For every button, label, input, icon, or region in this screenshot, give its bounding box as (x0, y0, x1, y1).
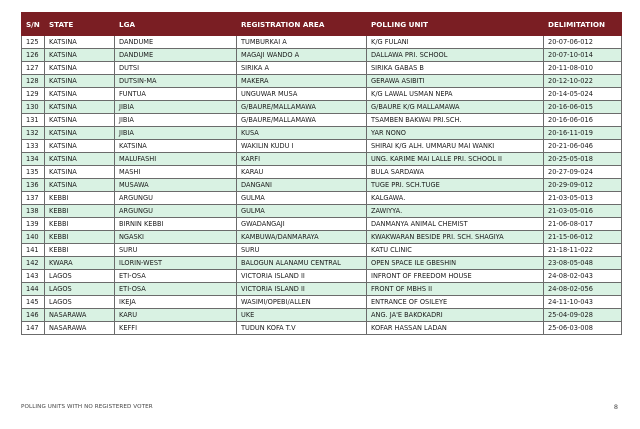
table-cell: 20-21-06-046 (544, 140, 622, 153)
table-cell: KATU CLINIC (367, 244, 544, 257)
table-cell: KWARA (45, 257, 115, 270)
table-row (22, 114, 622, 127)
table-cell: ILORIN-WEST (115, 257, 237, 270)
table-row (22, 179, 622, 192)
table-row (22, 127, 622, 140)
table-row (22, 140, 622, 153)
table-cell: JIBIA (115, 127, 237, 140)
table-cell: KEBBI (45, 192, 115, 205)
table-cell: 133 (22, 140, 45, 153)
table-cell: BULA SARDAWA (367, 166, 544, 179)
table-row (22, 166, 622, 179)
table-cell: 20-25-05-018 (544, 153, 622, 166)
table-cell: MASHI (115, 166, 237, 179)
table-cell: 129 (22, 88, 45, 101)
table-cell: MALUFASHI (115, 153, 237, 166)
table-cell: G/BAURE K/G MALLAMAWA (367, 101, 544, 114)
table-cell: DANGANI (237, 179, 367, 192)
table-cell: 132 (22, 127, 45, 140)
table-cell: 126 (22, 49, 45, 62)
table-row (22, 88, 622, 101)
table-cell: 20-29-09-012 (544, 179, 622, 192)
table-cell: KATSINA (45, 127, 115, 140)
table-cell: WASIMI/OPEBI/ALLEN (237, 296, 367, 309)
table-cell: NASARAWA (45, 309, 115, 322)
table-cell: DUTSIN-MA (115, 75, 237, 88)
table-cell: GERAWA ASIBITI (367, 75, 544, 88)
table-cell: ARGUNGU (115, 192, 237, 205)
table-cell: ARGUNGU (115, 205, 237, 218)
table-cell: MAGAJI WANDO A (237, 49, 367, 62)
table-cell: SIRIKA A (237, 62, 367, 75)
table-cell: TUMBURKAI A (237, 36, 367, 49)
column-header: LGA (115, 13, 237, 36)
table-cell: GULMA (237, 192, 367, 205)
table-cell: KWAKWARAN BESIDE PRI. SCH. SHAGIYA (367, 231, 544, 244)
table-cell: DANDUME (115, 36, 237, 49)
table-cell: 144 (22, 283, 45, 296)
table-header (22, 13, 622, 36)
table-cell: KARU (115, 309, 237, 322)
table-cell: KATSINA (45, 114, 115, 127)
table-cell: SURU (237, 244, 367, 257)
table-cell: GULMA (237, 205, 367, 218)
table-cell: 127 (22, 62, 45, 75)
table-cell: 140 (22, 231, 45, 244)
table-cell: 147 (22, 322, 45, 335)
table-cell: MUSAWA (115, 179, 237, 192)
table-cell: KEBBI (45, 244, 115, 257)
table-cell: DALLAWA PRI. SCHOOL (367, 49, 544, 62)
table-cell: 134 (22, 153, 45, 166)
table-cell: SURU (115, 244, 237, 257)
table-cell: 143 (22, 270, 45, 283)
table-cell: 141 (22, 244, 45, 257)
column-header: DELIMITATION (544, 13, 622, 36)
table-cell: BIRNIN KEBBI (115, 218, 237, 231)
table-cell: KATSINA (115, 140, 237, 153)
table-cell: SHIRAI K/G ALH. UMMARU MAI WANKI (367, 140, 544, 153)
table-cell: DANMANYA ANIMAL CHEMIST (367, 218, 544, 231)
table-cell: JIBIA (115, 114, 237, 127)
table-row (22, 322, 622, 335)
table-cell: ZAWIYYA. (367, 205, 544, 218)
table-cell: UNG. KARIME MAI LALLE PRI. SCHOOL II (367, 153, 544, 166)
table-cell: LAGOS (45, 283, 115, 296)
table-cell: 20-27-09-024 (544, 166, 622, 179)
table-cell: 20-11-08-010 (544, 62, 622, 75)
table-cell: GWADANGAJI (237, 218, 367, 231)
table-row (22, 296, 622, 309)
table-cell: KEBBI (45, 231, 115, 244)
table-cell: FRONT OF MBHS II (367, 283, 544, 296)
table-cell: KAMBUWA/DANMARAYA (237, 231, 367, 244)
table-cell: ETI-OSA (115, 283, 237, 296)
table-cell: KATSINA (45, 166, 115, 179)
column-header: STATE (45, 13, 115, 36)
table-cell: YAR NONO (367, 127, 544, 140)
table-row (22, 205, 622, 218)
table-cell: KATSINA (45, 75, 115, 88)
table-cell: OPEN SPACE ILE GBESHIN (367, 257, 544, 270)
table-cell: KEBBI (45, 205, 115, 218)
table-cell: 138 (22, 205, 45, 218)
table-cell: G/BAURE/MALLAMAWA (237, 101, 367, 114)
table-body (22, 36, 622, 335)
table-cell: UKE (237, 309, 367, 322)
table-cell: 137 (22, 192, 45, 205)
table-cell: 128 (22, 75, 45, 88)
table-cell: DANDUME (115, 49, 237, 62)
table-cell: 20-07-06-012 (544, 36, 622, 49)
table-cell: 20-14-05-024 (544, 88, 622, 101)
table-cell: 21-03-05-016 (544, 205, 622, 218)
table-cell: KOFAR HASSAN LADAN (367, 322, 544, 335)
table-cell: KATSINA (45, 62, 115, 75)
table-row (22, 36, 622, 49)
table-cell: 20-12-10-022 (544, 75, 622, 88)
table-cell: NASARAWA (45, 322, 115, 335)
table-cell: 20-07-10-014 (544, 49, 622, 62)
table-cell: KALGAWA. (367, 192, 544, 205)
table-cell: ANG. JA'E BAKOKADRI (367, 309, 544, 322)
table-cell: KATSINA (45, 101, 115, 114)
table-row (22, 101, 622, 114)
table-cell: KARFI (237, 153, 367, 166)
table-row (22, 75, 622, 88)
polling-units-table (21, 12, 622, 335)
table-cell: 25-06-03-008 (544, 322, 622, 335)
table-cell: 21-03-05-013 (544, 192, 622, 205)
table-cell: 142 (22, 257, 45, 270)
table-cell: TUGE PRI. SCH.TUGE (367, 179, 544, 192)
table-cell: K/G FULANI (367, 36, 544, 49)
table-cell: 130 (22, 101, 45, 114)
table-cell: SIRIKA GABAS B (367, 62, 544, 75)
table-cell: 21-18-11-022 (544, 244, 622, 257)
table-cell: VICTORIA ISLAND II (237, 283, 367, 296)
table-cell: 21-15-06-012 (544, 231, 622, 244)
table-cell: UNGUWAR MUSA (237, 88, 367, 101)
table-cell: 139 (22, 218, 45, 231)
table-cell: NGASKI (115, 231, 237, 244)
table-cell: KUSA (237, 127, 367, 140)
table-row (22, 231, 622, 244)
table-cell: VICTORIA ISLAND II (237, 270, 367, 283)
table-cell: 24-08-02-056 (544, 283, 622, 296)
table-cell: KATSINA (45, 140, 115, 153)
table-row (22, 218, 622, 231)
table-cell: TUDUN KOFA T.V (237, 322, 367, 335)
table-row (22, 257, 622, 270)
table-row (22, 270, 622, 283)
table-cell: BALOGUN ALANAMU CENTRAL (237, 257, 367, 270)
table-row (22, 62, 622, 75)
table-cell: INFRONT OF FREEDOM HOUSE (367, 270, 544, 283)
table-cell: 21-06-08-017 (544, 218, 622, 231)
table-cell: FUNTUA (115, 88, 237, 101)
table-cell: 20-16-11-019 (544, 127, 622, 140)
table-cell: 135 (22, 166, 45, 179)
column-header: REGISTRATION AREA (237, 13, 367, 36)
table-row (22, 283, 622, 296)
table-cell: WAKILIN KUDU I (237, 140, 367, 153)
table-cell: 125 (22, 36, 45, 49)
table-cell: 145 (22, 296, 45, 309)
table-cell: 24-11-10-043 (544, 296, 622, 309)
table-row (22, 192, 622, 205)
table-cell: 136 (22, 179, 45, 192)
table-cell: KATSINA (45, 88, 115, 101)
table-cell: MAKERA (237, 75, 367, 88)
table-cell: KARAU (237, 166, 367, 179)
footnote: POLLING UNITS WITH NO REGISTERED VOTER (21, 404, 153, 410)
table-cell: 25-04-09-028 (544, 309, 622, 322)
header-row (22, 13, 622, 36)
column-header: S/N (22, 13, 45, 36)
table-row (22, 49, 622, 62)
table-cell: 20-16-06-015 (544, 101, 622, 114)
table-cell: ETI-OSA (115, 270, 237, 283)
table-cell: K/G LAWAL USMAN NEPA (367, 88, 544, 101)
table-cell: 146 (22, 309, 45, 322)
table-cell: TSAMBEN BAKWAI PRI.SCH. (367, 114, 544, 127)
table-cell: 131 (22, 114, 45, 127)
table-cell: LAGOS (45, 270, 115, 283)
table-cell: G/BAURE/MALLAMAWA (237, 114, 367, 127)
table-cell: KEBBI (45, 218, 115, 231)
table-cell: 24-08-02-043 (544, 270, 622, 283)
table-cell: DUTSI (115, 62, 237, 75)
page-number: 8 (613, 403, 618, 411)
table-row (22, 153, 622, 166)
table-cell: KATSINA (45, 36, 115, 49)
table-cell: ENTRANCE OF OSILEYE (367, 296, 544, 309)
table-cell: KATSINA (45, 153, 115, 166)
table-cell: IKEJA (115, 296, 237, 309)
table-cell: KATSINA (45, 179, 115, 192)
table-cell: 23-08-05-048 (544, 257, 622, 270)
table-cell: KEFFI (115, 322, 237, 335)
table-cell: 20-16-06-016 (544, 114, 622, 127)
table-row (22, 244, 622, 257)
table-row (22, 309, 622, 322)
table-cell: LAGOS (45, 296, 115, 309)
column-header: POLLING UNIT (367, 13, 544, 36)
table-cell: JIBIA (115, 101, 237, 114)
table-cell: KATSINA (45, 49, 115, 62)
